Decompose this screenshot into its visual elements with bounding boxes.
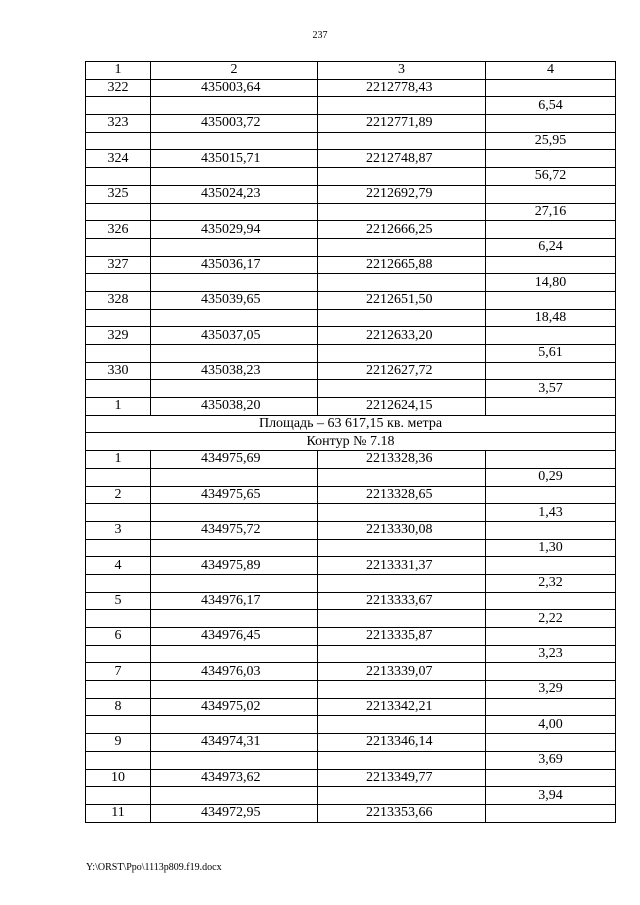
distance-empty <box>486 628 616 646</box>
segment-length: 4,00 <box>486 716 616 734</box>
empty-cell <box>318 716 486 734</box>
distance-row <box>86 504 616 522</box>
distance-row <box>86 345 616 363</box>
empty-cell <box>151 610 318 628</box>
point-row <box>86 628 616 646</box>
distance-empty <box>486 221 616 239</box>
coordinate-x: 434975,65 <box>151 486 318 504</box>
empty-cell <box>318 610 486 628</box>
coordinate-x: 435036,17 <box>151 256 318 274</box>
header-col-3: 3 <box>318 62 486 80</box>
coordinate-y: 2212627,72 <box>318 362 486 380</box>
empty-cell <box>86 504 151 522</box>
point-number: 10 <box>86 769 151 787</box>
coordinate-x: 434976,03 <box>151 663 318 681</box>
distance-empty <box>486 398 616 416</box>
coordinate-x: 434974,31 <box>151 734 318 752</box>
empty-cell <box>318 168 486 186</box>
segment-length: 1,30 <box>486 539 616 557</box>
point-row <box>86 327 616 345</box>
empty-cell <box>318 132 486 150</box>
empty-cell <box>151 380 318 398</box>
segment-length: 5,61 <box>486 345 616 363</box>
empty-cell <box>318 645 486 663</box>
distance-row <box>86 203 616 221</box>
empty-cell <box>151 539 318 557</box>
point-number: 327 <box>86 256 151 274</box>
coordinate-x: 435039,65 <box>151 291 318 309</box>
point-row <box>86 291 616 309</box>
coordinate-y: 2212633,20 <box>318 327 486 345</box>
coordinate-x: 434975,89 <box>151 557 318 575</box>
distance-empty <box>486 734 616 752</box>
point-number: 2 <box>86 486 151 504</box>
coordinate-x: 434973,62 <box>151 769 318 787</box>
point-row <box>86 362 616 380</box>
segment-length: 3,69 <box>486 751 616 769</box>
coordinate-y: 2213353,66 <box>318 804 486 822</box>
distance-row <box>86 380 616 398</box>
coordinate-x: 434976,17 <box>151 592 318 610</box>
distance-empty <box>486 804 616 822</box>
coordinate-x: 435003,64 <box>151 79 318 97</box>
empty-cell <box>151 716 318 734</box>
empty-cell <box>318 203 486 221</box>
coordinate-y: 2212665,88 <box>318 256 486 274</box>
empty-cell <box>318 681 486 699</box>
coordinate-y: 2213330,08 <box>318 521 486 539</box>
empty-cell <box>151 203 318 221</box>
empty-cell <box>151 238 318 256</box>
distance-row <box>86 132 616 150</box>
empty-cell <box>151 787 318 805</box>
point-row <box>86 486 616 504</box>
coordinate-y: 2212778,43 <box>318 79 486 97</box>
coordinate-y: 2212692,79 <box>318 185 486 203</box>
point-row <box>86 150 616 168</box>
coordinate-x: 435024,23 <box>151 185 318 203</box>
coordinate-y: 2213335,87 <box>318 628 486 646</box>
distance-empty <box>486 185 616 203</box>
empty-cell <box>151 309 318 327</box>
empty-cell <box>151 751 318 769</box>
point-number: 7 <box>86 663 151 681</box>
footer-file-path: Y:\ORST\Ppo\1113p809.f19.docx <box>86 862 222 873</box>
distance-row <box>86 468 616 486</box>
empty-cell <box>318 468 486 486</box>
distance-row <box>86 716 616 734</box>
coordinate-x: 435003,72 <box>151 115 318 133</box>
coordinate-y: 2212666,25 <box>318 221 486 239</box>
empty-cell <box>151 645 318 663</box>
section-caption: Контур № 7.18 <box>86 433 616 451</box>
empty-cell <box>86 645 151 663</box>
empty-cell <box>318 345 486 363</box>
empty-cell <box>86 787 151 805</box>
point-number: 322 <box>86 79 151 97</box>
distance-empty <box>486 327 616 345</box>
segment-length: 2,22 <box>486 610 616 628</box>
distance-row <box>86 539 616 557</box>
empty-cell <box>86 97 151 115</box>
coordinate-y: 2212771,89 <box>318 115 486 133</box>
segment-length: 14,80 <box>486 274 616 292</box>
coordinate-y: 2213331,37 <box>318 557 486 575</box>
coordinate-y: 2213346,14 <box>318 734 486 752</box>
distance-row <box>86 574 616 592</box>
distance-row <box>86 751 616 769</box>
point-row <box>86 256 616 274</box>
segment-length: 6,54 <box>486 97 616 115</box>
segment-length: 0,29 <box>486 468 616 486</box>
section-caption-row <box>86 415 616 433</box>
page-number: 237 <box>312 30 328 41</box>
segment-length: 3,57 <box>486 380 616 398</box>
coordinate-x: 435029,94 <box>151 221 318 239</box>
empty-cell <box>318 97 486 115</box>
point-number: 1 <box>86 398 151 416</box>
point-row <box>86 221 616 239</box>
segment-length: 56,72 <box>486 168 616 186</box>
distance-row <box>86 681 616 699</box>
coordinate-y: 2212748,87 <box>318 150 486 168</box>
empty-cell <box>86 716 151 734</box>
coordinate-x: 434975,69 <box>151 451 318 469</box>
distance-empty <box>486 79 616 97</box>
distance-empty <box>486 521 616 539</box>
distance-empty <box>486 115 616 133</box>
segment-length: 2,32 <box>486 574 616 592</box>
distance-empty <box>486 486 616 504</box>
empty-cell <box>318 309 486 327</box>
distance-empty <box>486 698 616 716</box>
point-number: 325 <box>86 185 151 203</box>
empty-cell <box>318 787 486 805</box>
segment-length: 1,43 <box>486 504 616 522</box>
distance-row <box>86 274 616 292</box>
point-number: 1 <box>86 451 151 469</box>
header-col-4: 4 <box>486 62 616 80</box>
coordinate-x: 434976,45 <box>151 628 318 646</box>
distance-empty <box>486 256 616 274</box>
distance-row <box>86 238 616 256</box>
coordinate-y: 2213339,07 <box>318 663 486 681</box>
distance-empty <box>486 663 616 681</box>
point-row <box>86 398 616 416</box>
empty-cell <box>86 132 151 150</box>
empty-cell <box>151 345 318 363</box>
segment-length: 3,94 <box>486 787 616 805</box>
coordinate-y: 2213328,36 <box>318 451 486 469</box>
empty-cell <box>86 751 151 769</box>
coordinates-table <box>85 61 616 823</box>
distance-empty <box>486 150 616 168</box>
empty-cell <box>318 574 486 592</box>
empty-cell <box>86 203 151 221</box>
point-number: 326 <box>86 221 151 239</box>
point-row <box>86 663 616 681</box>
segment-length: 27,16 <box>486 203 616 221</box>
distance-row <box>86 309 616 327</box>
distance-empty <box>486 592 616 610</box>
empty-cell <box>86 345 151 363</box>
point-number: 330 <box>86 362 151 380</box>
segment-length: 6,24 <box>486 238 616 256</box>
point-row <box>86 769 616 787</box>
point-number: 5 <box>86 592 151 610</box>
distance-row <box>86 610 616 628</box>
empty-cell <box>318 504 486 522</box>
coordinate-x: 435015,71 <box>151 150 318 168</box>
segment-length: 18,48 <box>486 309 616 327</box>
empty-cell <box>86 468 151 486</box>
empty-cell <box>86 309 151 327</box>
segment-length: 25,95 <box>486 132 616 150</box>
empty-cell <box>151 504 318 522</box>
point-number: 328 <box>86 291 151 309</box>
point-row <box>86 185 616 203</box>
point-number: 8 <box>86 698 151 716</box>
point-row <box>86 79 616 97</box>
empty-cell <box>151 168 318 186</box>
empty-cell <box>318 539 486 557</box>
section-caption: Площадь – 63 617,15 кв. метра <box>86 415 616 433</box>
empty-cell <box>86 610 151 628</box>
coordinate-y: 2212651,50 <box>318 291 486 309</box>
empty-cell <box>151 274 318 292</box>
empty-cell <box>151 681 318 699</box>
coordinate-x: 435038,23 <box>151 362 318 380</box>
point-number: 3 <box>86 521 151 539</box>
distance-row <box>86 787 616 805</box>
distance-empty <box>486 291 616 309</box>
coordinate-x: 435037,05 <box>151 327 318 345</box>
empty-cell <box>151 468 318 486</box>
empty-cell <box>86 539 151 557</box>
point-row <box>86 804 616 822</box>
point-row <box>86 734 616 752</box>
coordinate-y: 2212624,15 <box>318 398 486 416</box>
header-col-2: 2 <box>151 62 318 80</box>
distance-empty <box>486 451 616 469</box>
point-number: 324 <box>86 150 151 168</box>
section-caption-row <box>86 433 616 451</box>
point-number: 11 <box>86 804 151 822</box>
empty-cell <box>86 168 151 186</box>
coordinate-y: 2213328,65 <box>318 486 486 504</box>
distance-empty <box>486 557 616 575</box>
coordinate-x: 434972,95 <box>151 804 318 822</box>
point-number: 4 <box>86 557 151 575</box>
empty-cell <box>86 574 151 592</box>
coordinate-x: 434975,72 <box>151 521 318 539</box>
point-row <box>86 592 616 610</box>
empty-cell <box>151 132 318 150</box>
point-row <box>86 115 616 133</box>
coordinate-y: 2213342,21 <box>318 698 486 716</box>
point-number: 329 <box>86 327 151 345</box>
table-header-row <box>86 62 616 80</box>
empty-cell <box>318 274 486 292</box>
distance-empty <box>486 769 616 787</box>
segment-length: 3,23 <box>486 645 616 663</box>
empty-cell <box>86 274 151 292</box>
empty-cell <box>318 238 486 256</box>
point-row <box>86 521 616 539</box>
empty-cell <box>151 97 318 115</box>
distance-row <box>86 645 616 663</box>
point-row <box>86 557 616 575</box>
point-row <box>86 698 616 716</box>
coordinate-y: 2213333,67 <box>318 592 486 610</box>
point-number: 9 <box>86 734 151 752</box>
point-row <box>86 451 616 469</box>
empty-cell <box>86 681 151 699</box>
distance-empty <box>486 362 616 380</box>
empty-cell <box>318 751 486 769</box>
empty-cell <box>318 380 486 398</box>
segment-length: 3,29 <box>486 681 616 699</box>
coordinate-x: 435038,20 <box>151 398 318 416</box>
coordinate-x: 434975,02 <box>151 698 318 716</box>
empty-cell <box>151 574 318 592</box>
point-number: 323 <box>86 115 151 133</box>
header-col-1: 1 <box>86 62 151 80</box>
distance-row <box>86 168 616 186</box>
distance-row <box>86 97 616 115</box>
coordinate-y: 2213349,77 <box>318 769 486 787</box>
point-number: 6 <box>86 628 151 646</box>
empty-cell <box>86 238 151 256</box>
empty-cell <box>86 380 151 398</box>
